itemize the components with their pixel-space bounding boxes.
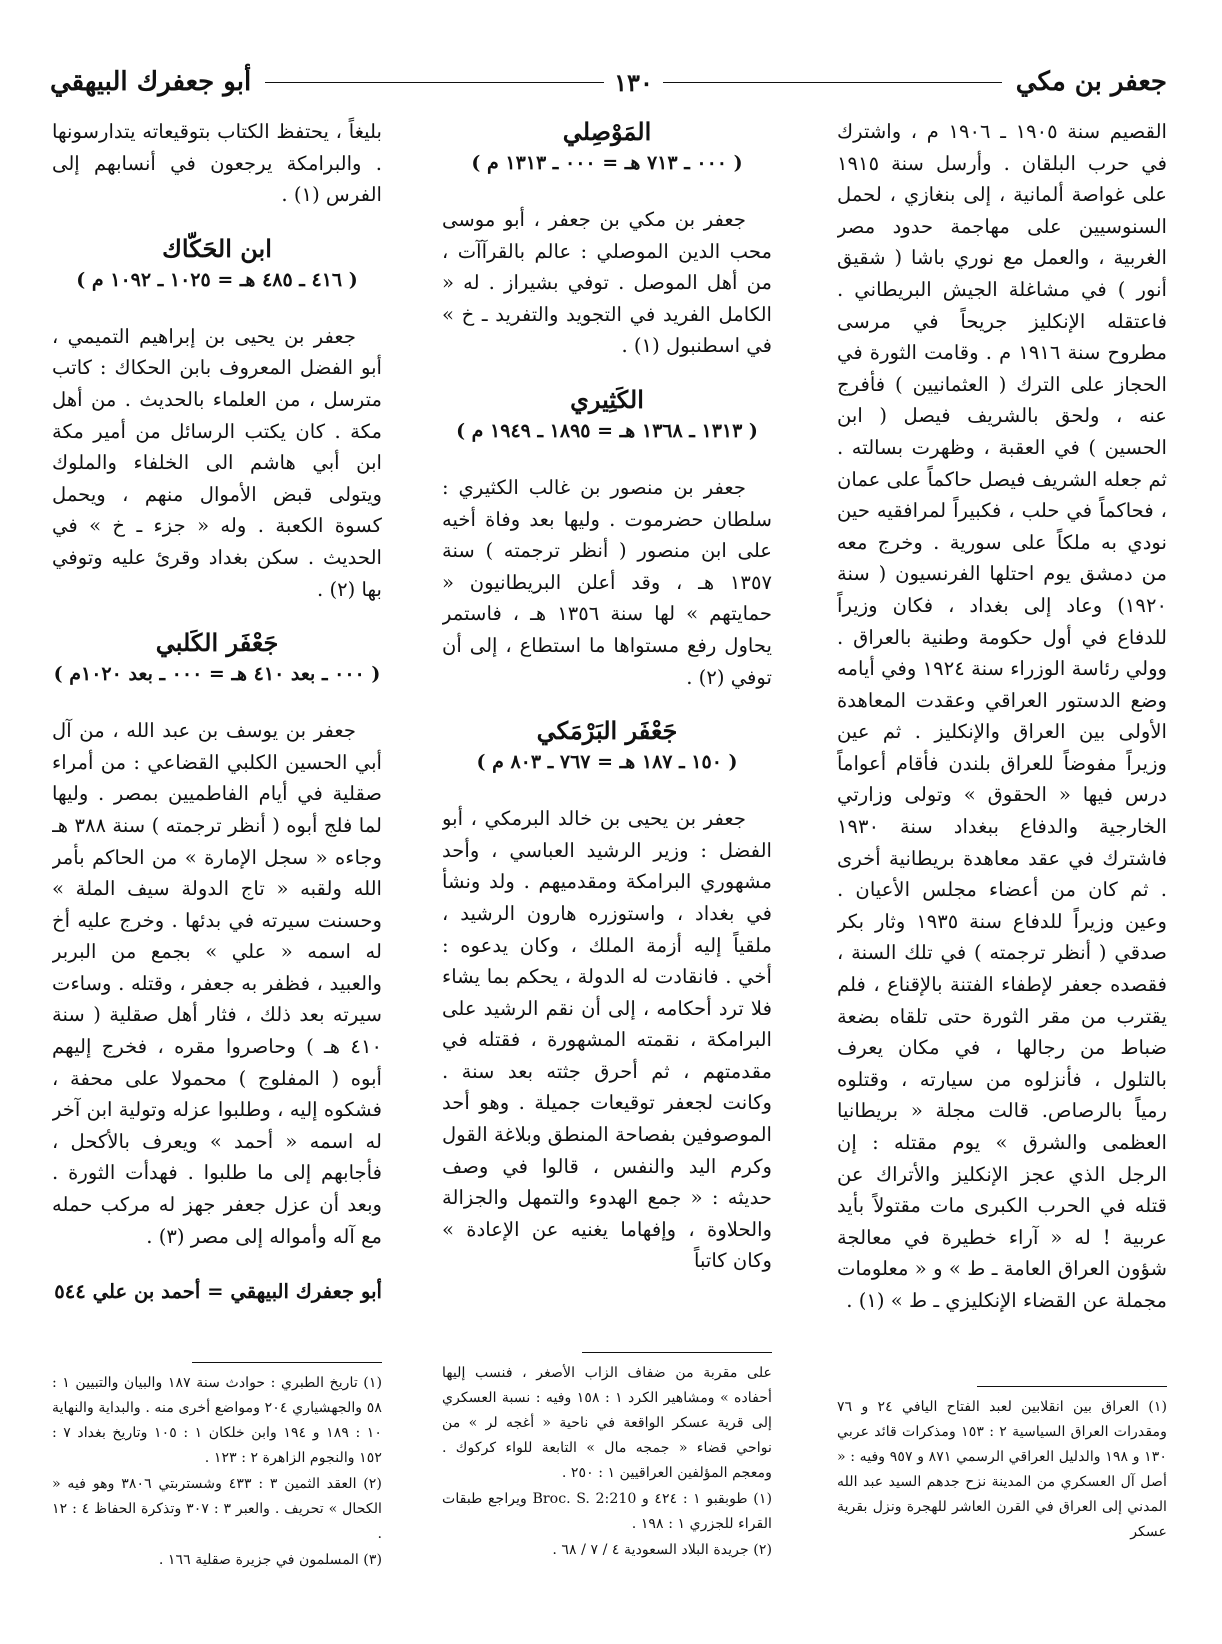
right-column — [837, 116, 1167, 1626]
right-column-body — [837, 116, 1167, 1378]
entry-dates-kalbi: ( ٠٠٠ ـ بعد ٤١٠ هـ = ٠٠٠ ـ بعد ١٠٢٠م ) — [53, 663, 381, 686]
left-column — [52, 116, 382, 1626]
cross-reference: أبو جعفرك البيهقي = أحمد بن علي ٥٤٤ — [54, 1280, 382, 1304]
entry-text-hakkak: جعفر بن يحيى بن إبراهيم التميمي ، أبو الفضل المعروف بابن الحكاك : كاتب مترسل ، من العلماء بالحديث . من أهل مكة . كان يكتب الرسائل من أمير مكة ابن أبي هاشم الى الخلفاء والملوك ويتولى قبض الأموال منهم ، ويحمل كسوة الكعبة . وله « جزء ـ خ » في الحديث . سكن بغداد وقرئ عليه وتوفي بها (٢) . — [52, 324, 382, 601]
entry-text-kalbi: جعفر بن يوسف بن عبد الله ، من آل أبي الحسين الكلبي القضاعي : من أمراء صقلية في أيام الفاطميين بمصر . وليها لما فلج أبوه ( أنظر ترجمته ) سنة ٣٨٨ هـ وجاءه « سجل الإمارة » من الحاكم بأمر الله ولقبه « تاج الدولة سيف الملة » وحسنت سيرته في بدئها . وخرج عليه أخ له اسمه « علي » بجمع من البربر والعبيد ، فظفر به جعفر ، وقتله . وساءت سيرته بعد ذلك ، فثار أهل صقلية ( سنة ٤١٠ هـ ) وحاصروا مقره ، فخرج إليهم أبوه ( المفلوج ) محمولا على محفة ، فشكوه إليه ، وطلبوا عزله وتولية ابن آخر له اسمه « أحمد » ويعرف بالأكحل ، فأجابهم إلى ما طلبوا . فهدأت الثورة . وبعد أن عزل جعفر جهز له مركب حمله مع آله وأمواله إلى مصر (٣) . — [52, 719, 382, 1248]
footnote: (١) طوبقبو ١ : ٤٢٤ و Broc. S. 2:210 ويراجع طبقات القراء للجزري ١ : ١٩٨ . — [442, 1491, 772, 1532]
footnote: (٣) المسلمون في جزيرة صقلية ١٦٦ . — [158, 1552, 382, 1568]
header-rule-left — [265, 82, 604, 83]
right-footnotes — [837, 1395, 1167, 1545]
entry-title-hakkak: ابن الحَكّاك — [162, 233, 272, 263]
left-column-body — [52, 116, 382, 1354]
entry-title-mawsili: المَوْصِلي — [562, 117, 652, 146]
footnote: (٢) العقد الثمين ٣ : ٤٣٣ وشستربتي ٣٨٠٦ وهو فيه « الكحال » تحريف . والعبر ٣ : ٣٠٧ وتذكرة الحفاظ ٤ : ١٢ . — [52, 1476, 382, 1542]
header-left-title: أبو جعفرك البيهقي — [50, 67, 252, 97]
middle-column-body — [442, 116, 772, 1344]
footnote-separator — [192, 1362, 382, 1363]
header-rule-right — [663, 82, 1002, 83]
left-footnotes — [52, 1371, 382, 1573]
entry-title-kathiri: الكَثِيري — [570, 384, 644, 414]
entry-title-barmaki: جَعْفَر البَرْمَكي — [536, 716, 678, 746]
entry-text-kathiri: جعفر بن منصور بن غالب الكثيري : سلطان حضرموت . وليها بعد وفاة أخيه على ابن منصور ( أنظر ترجمته ) سنة ١٣٥٧ هـ ، وقد أعلن البريطانيون « حمايتهم » لها سنة ١٣٥٦ هـ ، فاستمر يحاول رفع مستواها ما استطاع ، إلى أن توفي (٢) . — [442, 475, 772, 689]
entry-dates-barmaki: ( ١٥٠ ـ ١٨٧ هـ = ٧٦٧ ـ ٨٠٣ م ) — [476, 751, 738, 774]
entry-text-barmaki: جعفر بن يحيى بن خالد البرمكي ، أبو الفضل : وزير الرشيد العباسي ، وأحد مشهوري البرامكة ومقدميهم . ولد ونشأ في بغداد ، واستوزره هارون الرشيد ، ملقياً إليه أزمة الملك ، وكان يدعوه : أخي . فانقادت له الدولة ، يحكم بما يشاء فلا ترد أحكامه ، إلى أن نقم الرشيد على البرامكة ، نقمته المشهورة ، فقتله في مقدمتهم ، ثم أحرق جثته بعد سنة . وكانت لجعفر توقيعات جميلة . وهو أحد الموصوفين بفصاحة المنطق وبلاغة القول وكرم اليد والنفس ، قالوا في وصف حديثه : « جمع الهدوء والتمهل والجزالة والحلاوة ، وإفهاما يغنيه عن الإعادة » وكان كاتباً — [442, 807, 772, 1273]
footnote: (١) العراق بين انقلابين لعبد الفتاح اليافي ٢٤ و ٧٦ ومقدرات العراق السياسية ٢ : ١٥٣ ومذكرات قائد عربي ١٣٠ و ١٩٨ والدليل العراقي الرسمي ٨٧١ و ٩٥٧ وفيه : « أصل آل العسكري من المدينة نزح جدهم السيد عبد الله المدني إلى العراق في القرن العاشر للهجرة ونزل بقرية عسكر — [837, 1399, 1167, 1540]
footnote-separator — [977, 1386, 1167, 1387]
entry-title-kalbi: جَعْفَر الكَلبي — [155, 628, 279, 658]
header-rule — [265, 68, 1002, 97]
jafar-askari-bio-continuation: القصيم سنة ١٩٠٥ ـ ١٩٠٦ م ، واشترك في حرب البلقان . وأرسل سنة ١٩١٥ على غواصة ألمانية ، إلى بنغازي ، لحمل السنوسيين على مهاجمة حدود مصر الغربية ، والعمل مع نوري باشا ( شقيق أنور ) في مشاغلة الجيش البريطاني . فاعتقله الإنكليز جريحاً في مرسى مطروح سنة ١٩١٦ م . وقامت الثورة في الحجاز على الترك ( العثمانيين ) فأفرج عنه ، ولحق بالشريف فيصل ( ابن الحسين ) في العقبة ، وظهرت بسالته . ثم جعله الشريف فيصل حاكماً على عمان ، فحاكماً في حلب ، فكبيراً لمرافقيه حين نودي به ملكاً على سورية . وخرج معه من دمشق يوم احتلها الفرنسيون ( سنة ١٩٢٠) وعاد إلى بغداد ، فكان وزيراً للدفاع في أول حكومة وطنية بالعراق . وولي رئاسة الوزراء سنة ١٩٢٤ وفي أيامه وضع الدستور العراقي وعقدت المعاهدة الأولى بين العراق والإنكليز . ثم عين وزيراً مفوضاً للعراق بلندن فأقام أعواماً درس فيها « الحقوق » وتولى وزارتي الخارجية والدفاع ببغداد سنة ١٩٣٠ فاشترك في عقد معاهدة بريطانية أخرى . ثم كان من أعضاء مجلس الأعيان . وعين وزيراً للدفاع سنة ١٩٣٥ وثار بكر صدقي ( أنظر ترجمته ) في تلك السنة ، فقصده جعفر لإطفاء الفتنة بالإقناع ، فلم يقترب من مقر الثورة حتى تلقاه بضعة ضباط من رجالها ، في مكان يعرف بالتلول ، فأنزلوه من سيارته ، وقتلوه رمياً بالرصاص. قالت مجلة « بريطانيا العظمى والشرق » يوم مقتله : إن الرجل الذي عجز الإنكليز والأتراك عن قتله في الحرب الكبرى مات مقتولاً بأيد عربية ! له « آراء خطيرة في معالجة شؤون العراق العامة ـ ط » و « معلومات مجملة عن القضاء الإنكليزي ـ ط » (١) . — [837, 120, 1167, 1312]
barmaki-continuation: بليغاً ، يحتفظ الكتاب بتوقيعاته يتدارسونها . والبرامكة يرجعون في أنسابهم إلى الفرس (١) . — [52, 120, 382, 207]
header-right-title: جعفر بن مكي — [1015, 67, 1167, 97]
middle-column — [442, 116, 772, 1626]
footnote-continuation: على مقربة من ضفاف الزاب الأصغر ، فنسب إليها أحفاده » ومشاهير الكرد ١ : ١٥٨ وفيه : نسبة العسكري إلى قرية عسكر الواقعة في ناحية « أغجه لر » من نواحي قضاء « جمجه مال » التابعة للواء كركوك . ومعجم المؤلفين العراقيين ١ : ٢٥٠ . — [442, 1365, 772, 1481]
entry-dates-mawsili: ( ٠٠٠ ـ ٧١٣ هـ = ٠٠٠ ـ ١٣١٣ م ) — [471, 152, 743, 174]
entry-dates-hakkak: ( ٤١٦ ـ ٤٨٥ هـ = ١٠٢٥ ـ ١٠٩٢ م ) — [76, 268, 358, 291]
footnote: (١) تاريخ الطبري : حوادث سنة ١٨٧ والبيان والتبيين ١ : ٥٨ والجهشياري ٢٠٤ ومواضع أخرى منه . والبداية والنهاية ١٠ : ١٨٩ و ١٩٤ وابن خلكان ١ : ١٠٥ وتاريخ بغداد ٧ : ١٥٢ والنجوم الزاهرة ٢ : ١٢٣ . — [52, 1375, 382, 1466]
page-number: ١٣٠ — [614, 67, 653, 97]
entry-text-mawsili: جعفر بن مكي بن جعفر ، أبو موسى محب الدين الموصلي : عالم بالقرآآت ، من أهل الموصل . توفي بشيراز . له « الكامل الفريد في التجويد والتفريد ـ خ » في اسطنبول (١) . — [442, 208, 772, 358]
running-header — [50, 58, 1167, 106]
footnote: (٢) جريدة البلاد السعودية ٤ / ٧ / ٦٨ . — [552, 1542, 772, 1558]
footnote-separator — [582, 1352, 772, 1353]
middle-footnotes — [442, 1361, 772, 1563]
entry-dates-kathiri: ( ١٣١٣ ـ ١٣٦٨ هـ = ١٨٩٥ ـ ١٩٤٩ م ) — [456, 419, 758, 442]
